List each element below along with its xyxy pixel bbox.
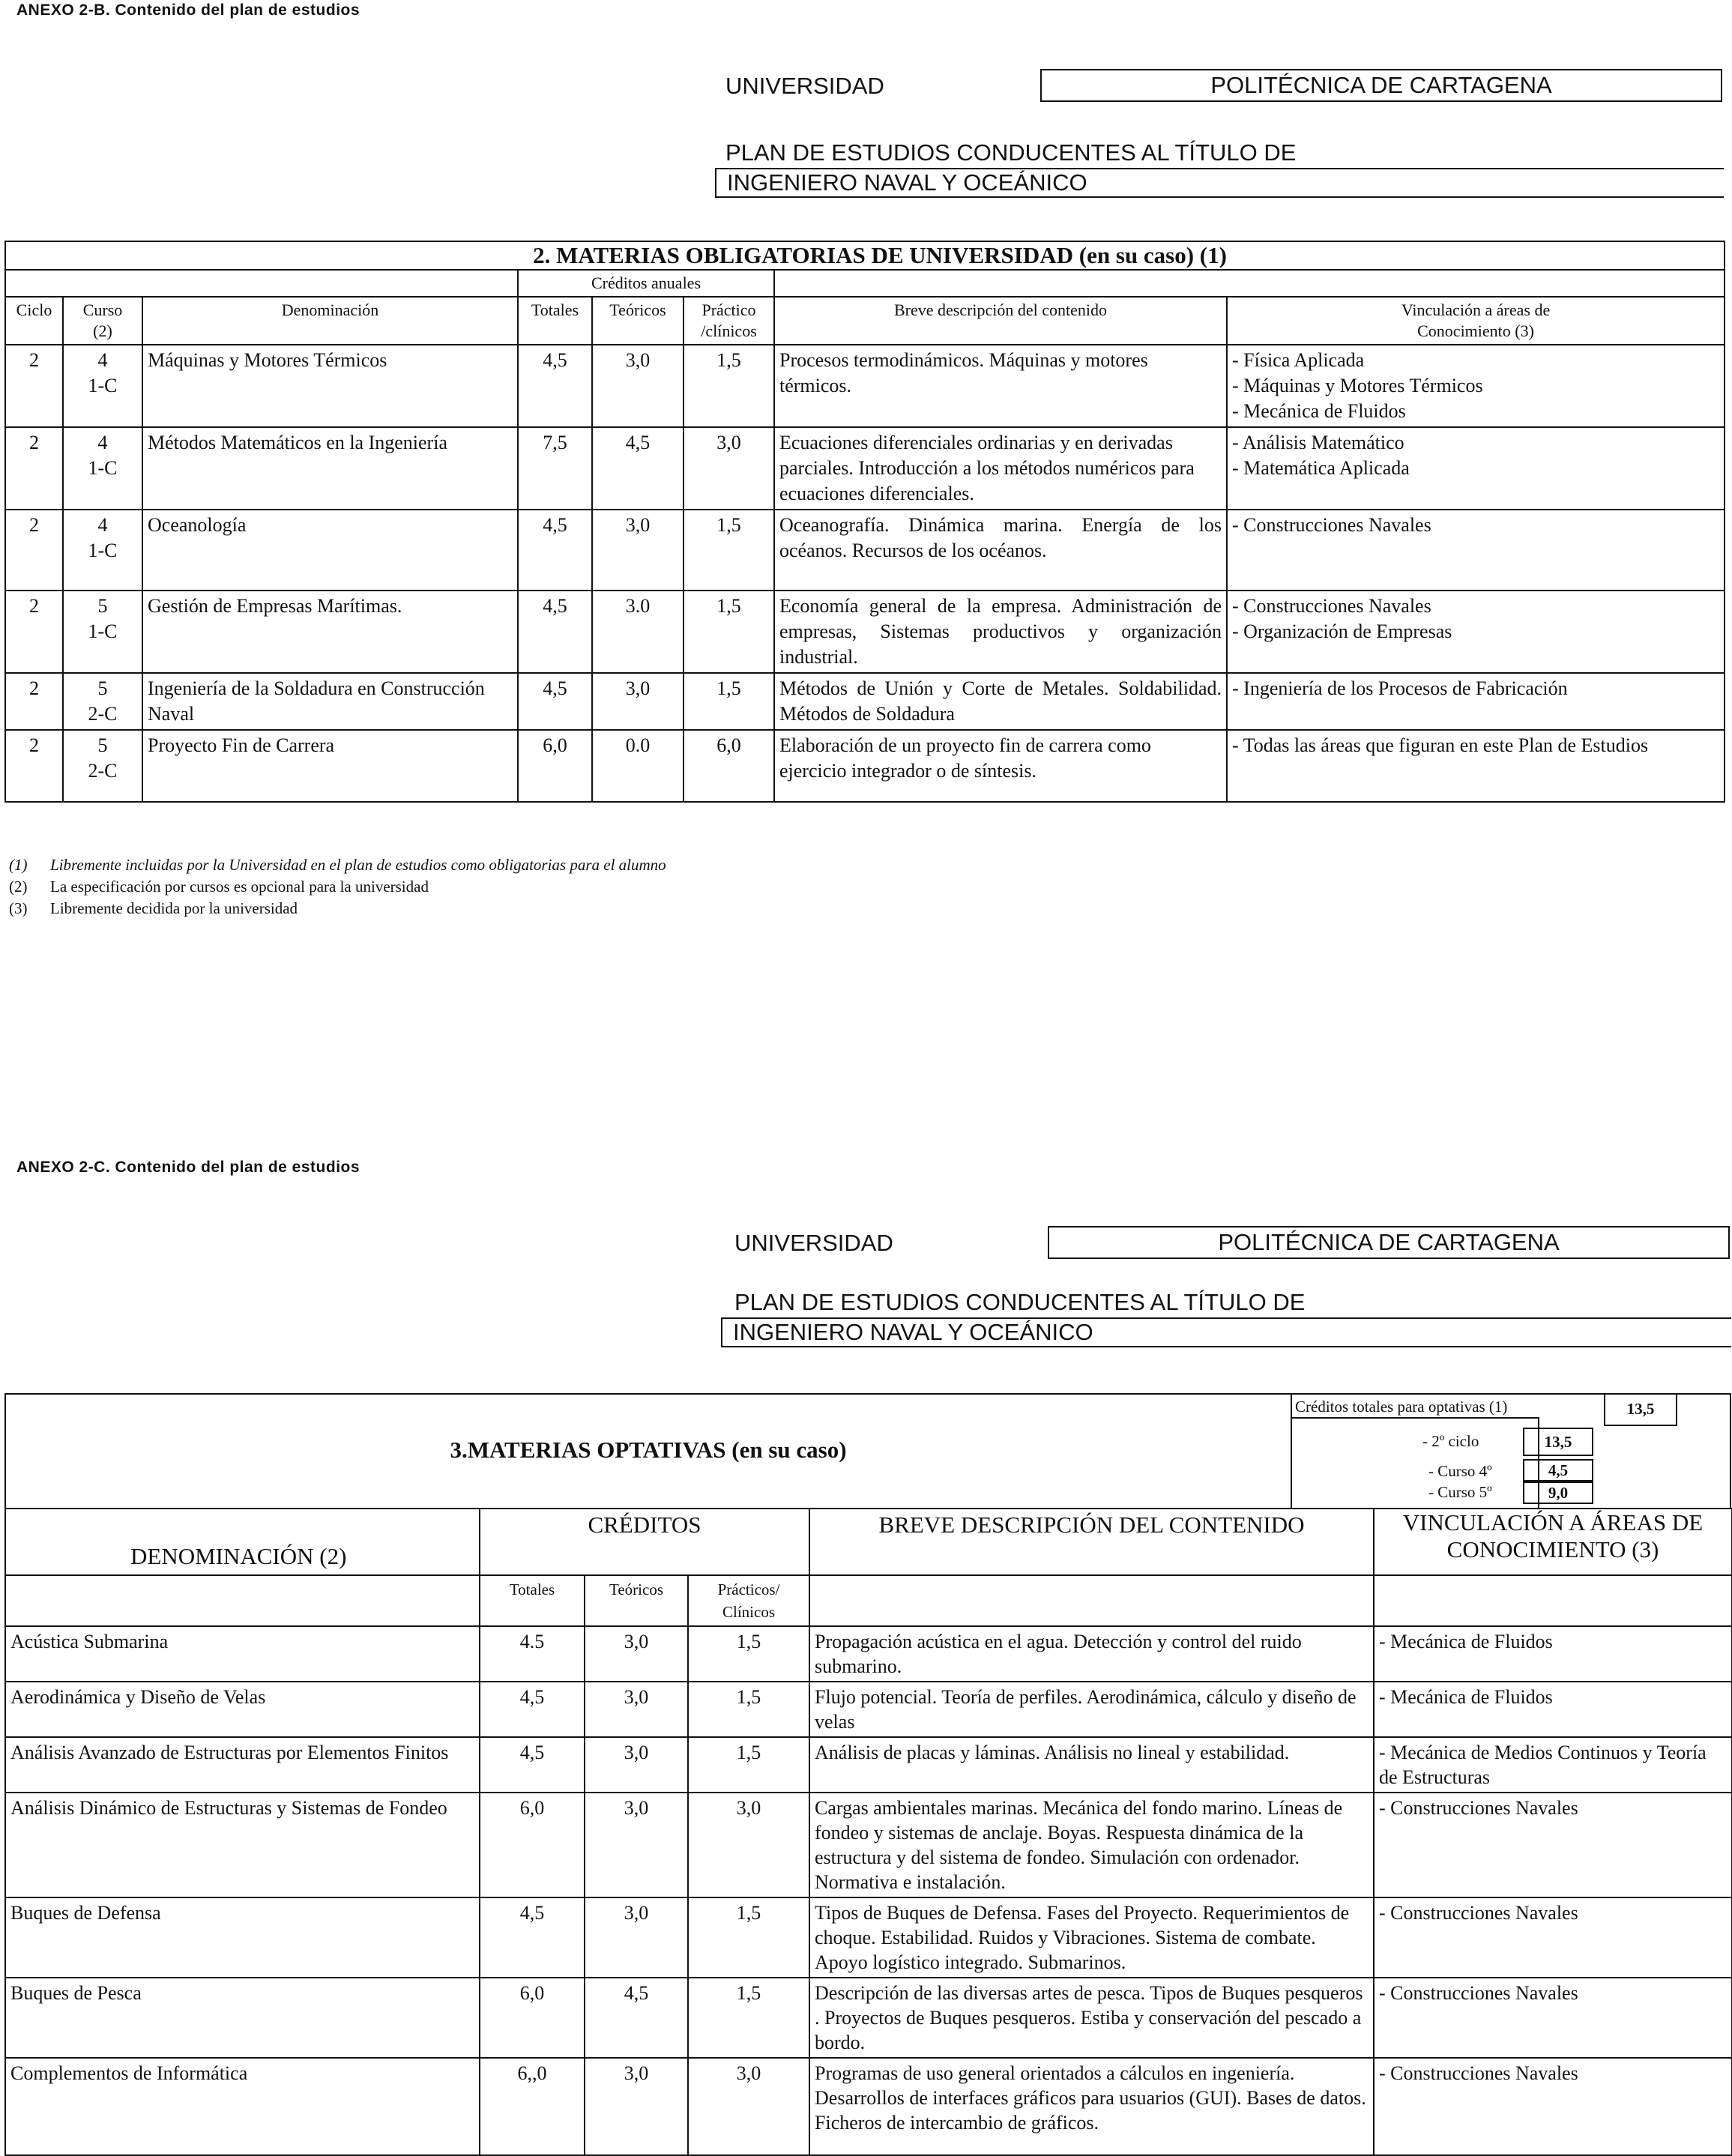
table-row: Buques de Defensa 4,5 3,0 1,5 Tipos de Buques de Defensa. Fases del Proyecto. Requerimientos de choque. Estabilidad. Ruidos y Vibraciones. Sistema de combate. Apoyo logístico integrado. Submarinos. - Construcciones Navales: [5, 1897, 1732, 1978]
table-row: 2 4 1-C Oceanología 4,5 3,0 1,5 Oceanografía. Dinámica marina. Energía de los océanos. Recursos de los océanos. - Construcciones Navales: [5, 510, 1725, 591]
table-row: 2 4 1-C Métodos Matemáticos en la Ingeniería 7,5 4,5 3,0 Ecuaciones diferenciales ordinarias y en derivadas parciales. Introducción a los métodos numéricos para ecuaciones diferenciales. - Análisis Matemático - Matemática Aplicada: [5, 427, 1725, 510]
curso5-label: - Curso 5º: [1428, 1483, 1492, 1501]
plan-label: PLAN DE ESTUDIOS CONDUCENTES AL TÍTULO DE: [725, 139, 1297, 166]
table-title: 2. MATERIAS OBLIGATORIAS DE UNIVERSIDAD (en su caso) (1): [533, 242, 1227, 268]
col-vinculacion: Vinculación a áreas de Conocimiento (3): [1227, 297, 1725, 345]
optional-table-title: 3.MATERIAS OPTATIVAS (en su caso): [450, 1437, 847, 1463]
table-row: Acústica Submarina 4.5 3,0 1,5 Propagación acústica en el agua. Detección y control del ruido submarino. - Mecánica de Fluidos: [5, 1626, 1732, 1682]
col-practicos-c: Prácticos/ Clínicos: [688, 1575, 809, 1626]
col-totales: Totales: [518, 297, 592, 345]
table-row: Aerodinámica y Diseño de Velas 4,5 3,0 1,5 Flujo potencial. Teoría de perfiles. Aerodinámica, cálculo y diseño de velas - Mecánica de Fluidos: [5, 1682, 1732, 1737]
curso4-label: - Curso 4º: [1428, 1462, 1492, 1480]
col-denominacion: Denominación: [142, 297, 518, 345]
plan-label-c: PLAN DE ESTUDIOS CONDUCENTES AL TÍTULO DE: [734, 1289, 1306, 1315]
footnote-2: (2) La especificación por cursos es opcional para la universidad: [9, 878, 429, 896]
optional-header-block: [4, 1393, 1731, 1509]
annex-b-label: ANEXO 2-B. Contenido del plan de estudios: [16, 1, 360, 19]
footnote-1: (1) Libremente incluidas por la Universidad en el plan de estudios como obligatorias para el alumno: [9, 856, 666, 874]
degree-name: INGENIERO NAVAL Y OCEÁNICO: [715, 168, 1724, 198]
col-vinculacion-c: VINCULACIÓN A ÁREAS DE CONOCIMIENTO (3): [1374, 1509, 1732, 1575]
col-curso: Curso (2): [63, 297, 142, 345]
table-row: Análisis Avanzado de Estructuras por Elementos Finitos 4,5 3,0 1,5 Análisis de placas y láminas. Análisis no lineal y estabilidad. - Mecánica de Medios Continuos y Teoría de Estructuras: [5, 1737, 1732, 1793]
optional-subjects-table: [4, 1508, 1732, 2156]
university-label: UNIVERSIDAD: [725, 73, 884, 99]
university-name: POLITÉCNICA DE CARTAGENA: [1040, 69, 1722, 102]
col-creditos: CRÉDITOS: [480, 1509, 809, 1575]
curso4-value: 4,5: [1523, 1459, 1593, 1482]
ciclo-label: - 2º ciclo: [1422, 1432, 1479, 1450]
annex-c-label: ANEXO 2-C. Contenido del plan de estudios: [16, 1159, 360, 1176]
credits-total-value: 13,5: [1604, 1395, 1677, 1426]
col-practico: Práctico /clínicos: [684, 297, 774, 345]
credits-total-label: Créditos totales para optativas (1): [1295, 1398, 1508, 1416]
ciclo-value: 13,5: [1523, 1428, 1593, 1456]
col-denominacion-c: DENOMINACIÓN (2): [5, 1509, 480, 1575]
table-row: Complementos de Informática 6,,0 3,0 3,0 Programas de uso general orientados a cálculos en ingeniería. Desarrollos de interfaces gráficos para usuarios (GUI). Bases de datos. Ficheros de intercambio de gráficos. - Construcciones Navales: [5, 2058, 1732, 2155]
col-descripcion: Breve descripción del contenido: [774, 297, 1227, 345]
credits-group-header: Créditos anuales: [518, 270, 774, 297]
col-ciclo: Ciclo: [5, 297, 63, 345]
university-name-c: POLITÉCNICA DE CARTAGENA: [1048, 1226, 1730, 1259]
table-row: Análisis Dinámico de Estructuras y Sistemas de Fondeo 6,0 3,0 3,0 Cargas ambientales marinas. Mecánica del fondo marino. Líneas de fondeo y sistemas de anclaje. Boyas. Respuesta dinámica de la estructura y del sistema de fondeo. Simulación con ordenador. Normativa e instalación. - Construcciones Navales: [5, 1793, 1732, 1897]
col-totales-c: Totales: [480, 1575, 585, 1626]
col-teoricos: Teóricos: [592, 297, 684, 345]
col-descripcion-c: BREVE DESCRIPCIÓN DEL CONTENIDO: [809, 1509, 1374, 1575]
col-teoricos-c: Teóricos: [585, 1575, 688, 1626]
table-row: 2 4 1-C Máquinas y Motores Térmicos 4,5 3,0 1,5 Procesos termodinámicos. Máquinas y motores térmicos. - Física Aplicada - Máquinas y Motores Térmicos - Mecánica de Fluidos: [5, 345, 1725, 427]
mandatory-subjects-table: [4, 241, 1725, 803]
table-row: 2 5 1-C Gestión de Empresas Marítimas. 4,5 3.0 1,5 Economía general de la empresa. Administración de empresas, Sistemas productivos y organización industrial. - Construcciones Navales - Organización de Empresas: [5, 591, 1725, 673]
degree-name-c: INGENIERO NAVAL Y OCEÁNICO: [721, 1317, 1731, 1347]
table-row: 2 5 2-C Ingeniería de la Soldadura en Construcción Naval 4,5 3,0 1,5 Métodos de Unión y Corte de Metales. Soldabilidad. Métodos de Soldadura - Ingeniería de los Procesos de Fabricación: [5, 673, 1725, 730]
footnotes: [9, 854, 666, 920]
table-row: 2 5 2-C Proyecto Fin de Carrera 6,0 0.0 6,0 Elaboración de un proyecto fin de carrera como ejercicio integrador o de síntesis. - Todas las áreas que figuran en este Plan de Estudios: [5, 730, 1725, 802]
curso5-value: 9,0: [1523, 1482, 1593, 1504]
university-label-c: UNIVERSIDAD: [734, 1230, 893, 1256]
footnote-3: (3) Libremente decidida por la universidad: [9, 899, 298, 917]
table-row: Buques de Pesca 6,0 4,5 1,5 Descripción de las diversas artes de pesca. Tipos de Buques pesqueros . Proyectos de Buques pesqueros. Estiba y conservación del pescado a bordo. - Construcciones Navales: [5, 1978, 1732, 2058]
